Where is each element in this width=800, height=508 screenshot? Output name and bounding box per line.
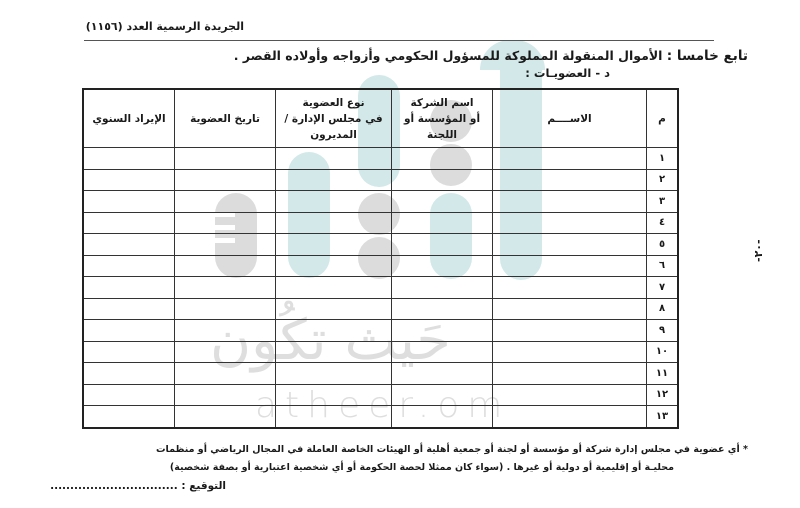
cell-name[interactable] [493, 212, 647, 234]
cell-name[interactable] [493, 406, 647, 428]
cell-membership-date[interactable] [175, 363, 276, 385]
cell-membership-date[interactable] [175, 169, 276, 191]
table-row [83, 234, 678, 256]
column-header-company [392, 89, 493, 148]
cell-membership-type[interactable] [276, 384, 392, 406]
cell-name[interactable] [493, 277, 647, 299]
cell-membership-date[interactable] [175, 277, 276, 299]
cell-name[interactable] [493, 363, 647, 385]
cell-membership-date[interactable] [175, 406, 276, 428]
cell-membership-type[interactable] [276, 277, 392, 299]
table-header-row [83, 89, 678, 148]
cell-company[interactable] [392, 406, 493, 428]
table-row [83, 363, 678, 385]
cell-company[interactable] [392, 341, 493, 363]
column-header-membership-date: تاريخ العضوية [175, 89, 276, 148]
table-row [83, 255, 678, 277]
section-title [28, 48, 748, 64]
cell-membership-date[interactable] [175, 234, 276, 256]
cell-membership-type[interactable] [276, 363, 392, 385]
cell-company[interactable] [392, 384, 493, 406]
cell-annual-income[interactable] [83, 320, 175, 342]
table-row [83, 169, 678, 191]
page-number: -٢٠- [752, 239, 765, 262]
row-number: ٢ [647, 169, 679, 191]
row-number: ٣ [647, 191, 679, 213]
signature-field[interactable] [50, 480, 226, 492]
row-number: ١٣ [647, 406, 679, 428]
cell-annual-income[interactable] [83, 341, 175, 363]
column-header-company-line2: أو المؤسسة أو اللجنة [403, 112, 481, 141]
cell-membership-type[interactable] [276, 234, 392, 256]
column-header-number: م [647, 89, 679, 148]
row-number: ١٢ [647, 384, 679, 406]
cell-name[interactable] [493, 234, 647, 256]
cell-company[interactable] [392, 212, 493, 234]
cell-annual-income[interactable] [83, 255, 175, 277]
row-number: ١٠ [647, 341, 679, 363]
watermark-arabic-text: حَيث تكُون [210, 308, 451, 373]
cell-annual-income[interactable] [83, 277, 175, 299]
memberships-table [82, 88, 679, 429]
row-number: ١١ [647, 363, 679, 385]
footnote-line-2: محليـة أو إقليمية أو دولية أو غيرها . (سواء كان ممثلا لحصة الحكومة أو أي شخصية اعتبارية أو بصفة شخصية) [169, 462, 674, 473]
cell-annual-income[interactable] [83, 148, 175, 170]
column-header-type-line1: نوع العضوية [302, 96, 365, 109]
cell-membership-date[interactable] [175, 384, 276, 406]
cell-name[interactable] [493, 255, 647, 277]
cell-annual-income[interactable] [83, 363, 175, 385]
cell-membership-type[interactable] [276, 255, 392, 277]
watermark-latin-text: atheer.om [255, 385, 511, 426]
row-number: ٩ [647, 320, 679, 342]
cell-name[interactable] [493, 341, 647, 363]
cell-name[interactable] [493, 384, 647, 406]
row-number: ٧ [647, 277, 679, 299]
cell-company[interactable] [392, 363, 493, 385]
cell-name[interactable] [493, 191, 647, 213]
row-number: ١ [647, 148, 679, 170]
signature-label: التوقيع : [181, 480, 226, 492]
table-row [83, 384, 678, 406]
footnote-line-1: * أي عضوية في مجلس إدارة شركة أو مؤسسة أو لجنة أو جمعية أهلية أو الهيئات الخاصة العاملة في المجال الرياضي أو منظمات [156, 444, 748, 455]
table-row [83, 298, 678, 320]
table-row [83, 148, 678, 170]
cell-name[interactable] [493, 298, 647, 320]
cell-membership-date[interactable] [175, 255, 276, 277]
table-row [83, 191, 678, 213]
section-title-text: الأموال المنقولة المملوكة للمسؤول الحكومي وأزواجه وأولاده القصر . [233, 48, 663, 63]
cell-company[interactable] [392, 148, 493, 170]
column-header-membership-type [276, 89, 392, 148]
cell-company[interactable] [392, 298, 493, 320]
cell-membership-type[interactable] [276, 169, 392, 191]
cell-annual-income[interactable] [83, 384, 175, 406]
column-header-type-line2: في مجلس الإدارة / [284, 112, 383, 125]
cell-name[interactable] [493, 320, 647, 342]
cell-membership-date[interactable] [175, 320, 276, 342]
column-header-type-line3: المديرون [310, 128, 357, 141]
column-header-name: الاســــم [493, 89, 647, 148]
table-row [83, 320, 678, 342]
cell-name[interactable] [493, 148, 647, 170]
cell-membership-type[interactable] [276, 320, 392, 342]
row-number: ٨ [647, 298, 679, 320]
cell-membership-date[interactable] [175, 191, 276, 213]
cell-name[interactable] [493, 169, 647, 191]
header-divider [84, 40, 714, 41]
cell-company[interactable] [392, 234, 493, 256]
row-number: ٥ [647, 234, 679, 256]
cell-membership-type[interactable] [276, 148, 392, 170]
table-row [83, 212, 678, 234]
cell-company[interactable] [392, 191, 493, 213]
row-number: ٤ [647, 212, 679, 234]
cell-company[interactable] [392, 277, 493, 299]
cell-annual-income[interactable] [83, 298, 175, 320]
section-lead: تابع خامسا : [666, 48, 748, 64]
gazette-header-title: الجريدة الرسمية العدد (١١٥٦) [85, 20, 244, 33]
cell-membership-type[interactable] [276, 212, 392, 234]
cell-membership-date[interactable] [175, 341, 276, 363]
cell-membership-date[interactable] [175, 212, 276, 234]
cell-company[interactable] [392, 169, 493, 191]
cell-membership-date[interactable] [175, 298, 276, 320]
cell-membership-type[interactable] [276, 298, 392, 320]
cell-annual-income[interactable] [83, 234, 175, 256]
cell-membership-type[interactable] [276, 406, 392, 428]
cell-annual-income[interactable] [83, 169, 175, 191]
table-row [83, 406, 678, 428]
cell-annual-income[interactable] [83, 212, 175, 234]
cell-company[interactable] [392, 255, 493, 277]
column-header-company-line1: اسم الشركة [410, 96, 474, 109]
cell-company[interactable] [392, 320, 493, 342]
column-header-annual-income: الإيراد السنوي [83, 89, 175, 148]
signature-dotted-line[interactable]: ................................ [50, 480, 178, 492]
cell-annual-income[interactable] [83, 406, 175, 428]
cell-membership-type[interactable] [276, 191, 392, 213]
table-row [83, 277, 678, 299]
table-row [83, 341, 678, 363]
cell-annual-income[interactable] [83, 191, 175, 213]
cell-membership-type[interactable] [276, 341, 392, 363]
subsection-title: د - العضويـات : [525, 66, 610, 80]
cell-membership-date[interactable] [175, 148, 276, 170]
row-number: ٦ [647, 255, 679, 277]
